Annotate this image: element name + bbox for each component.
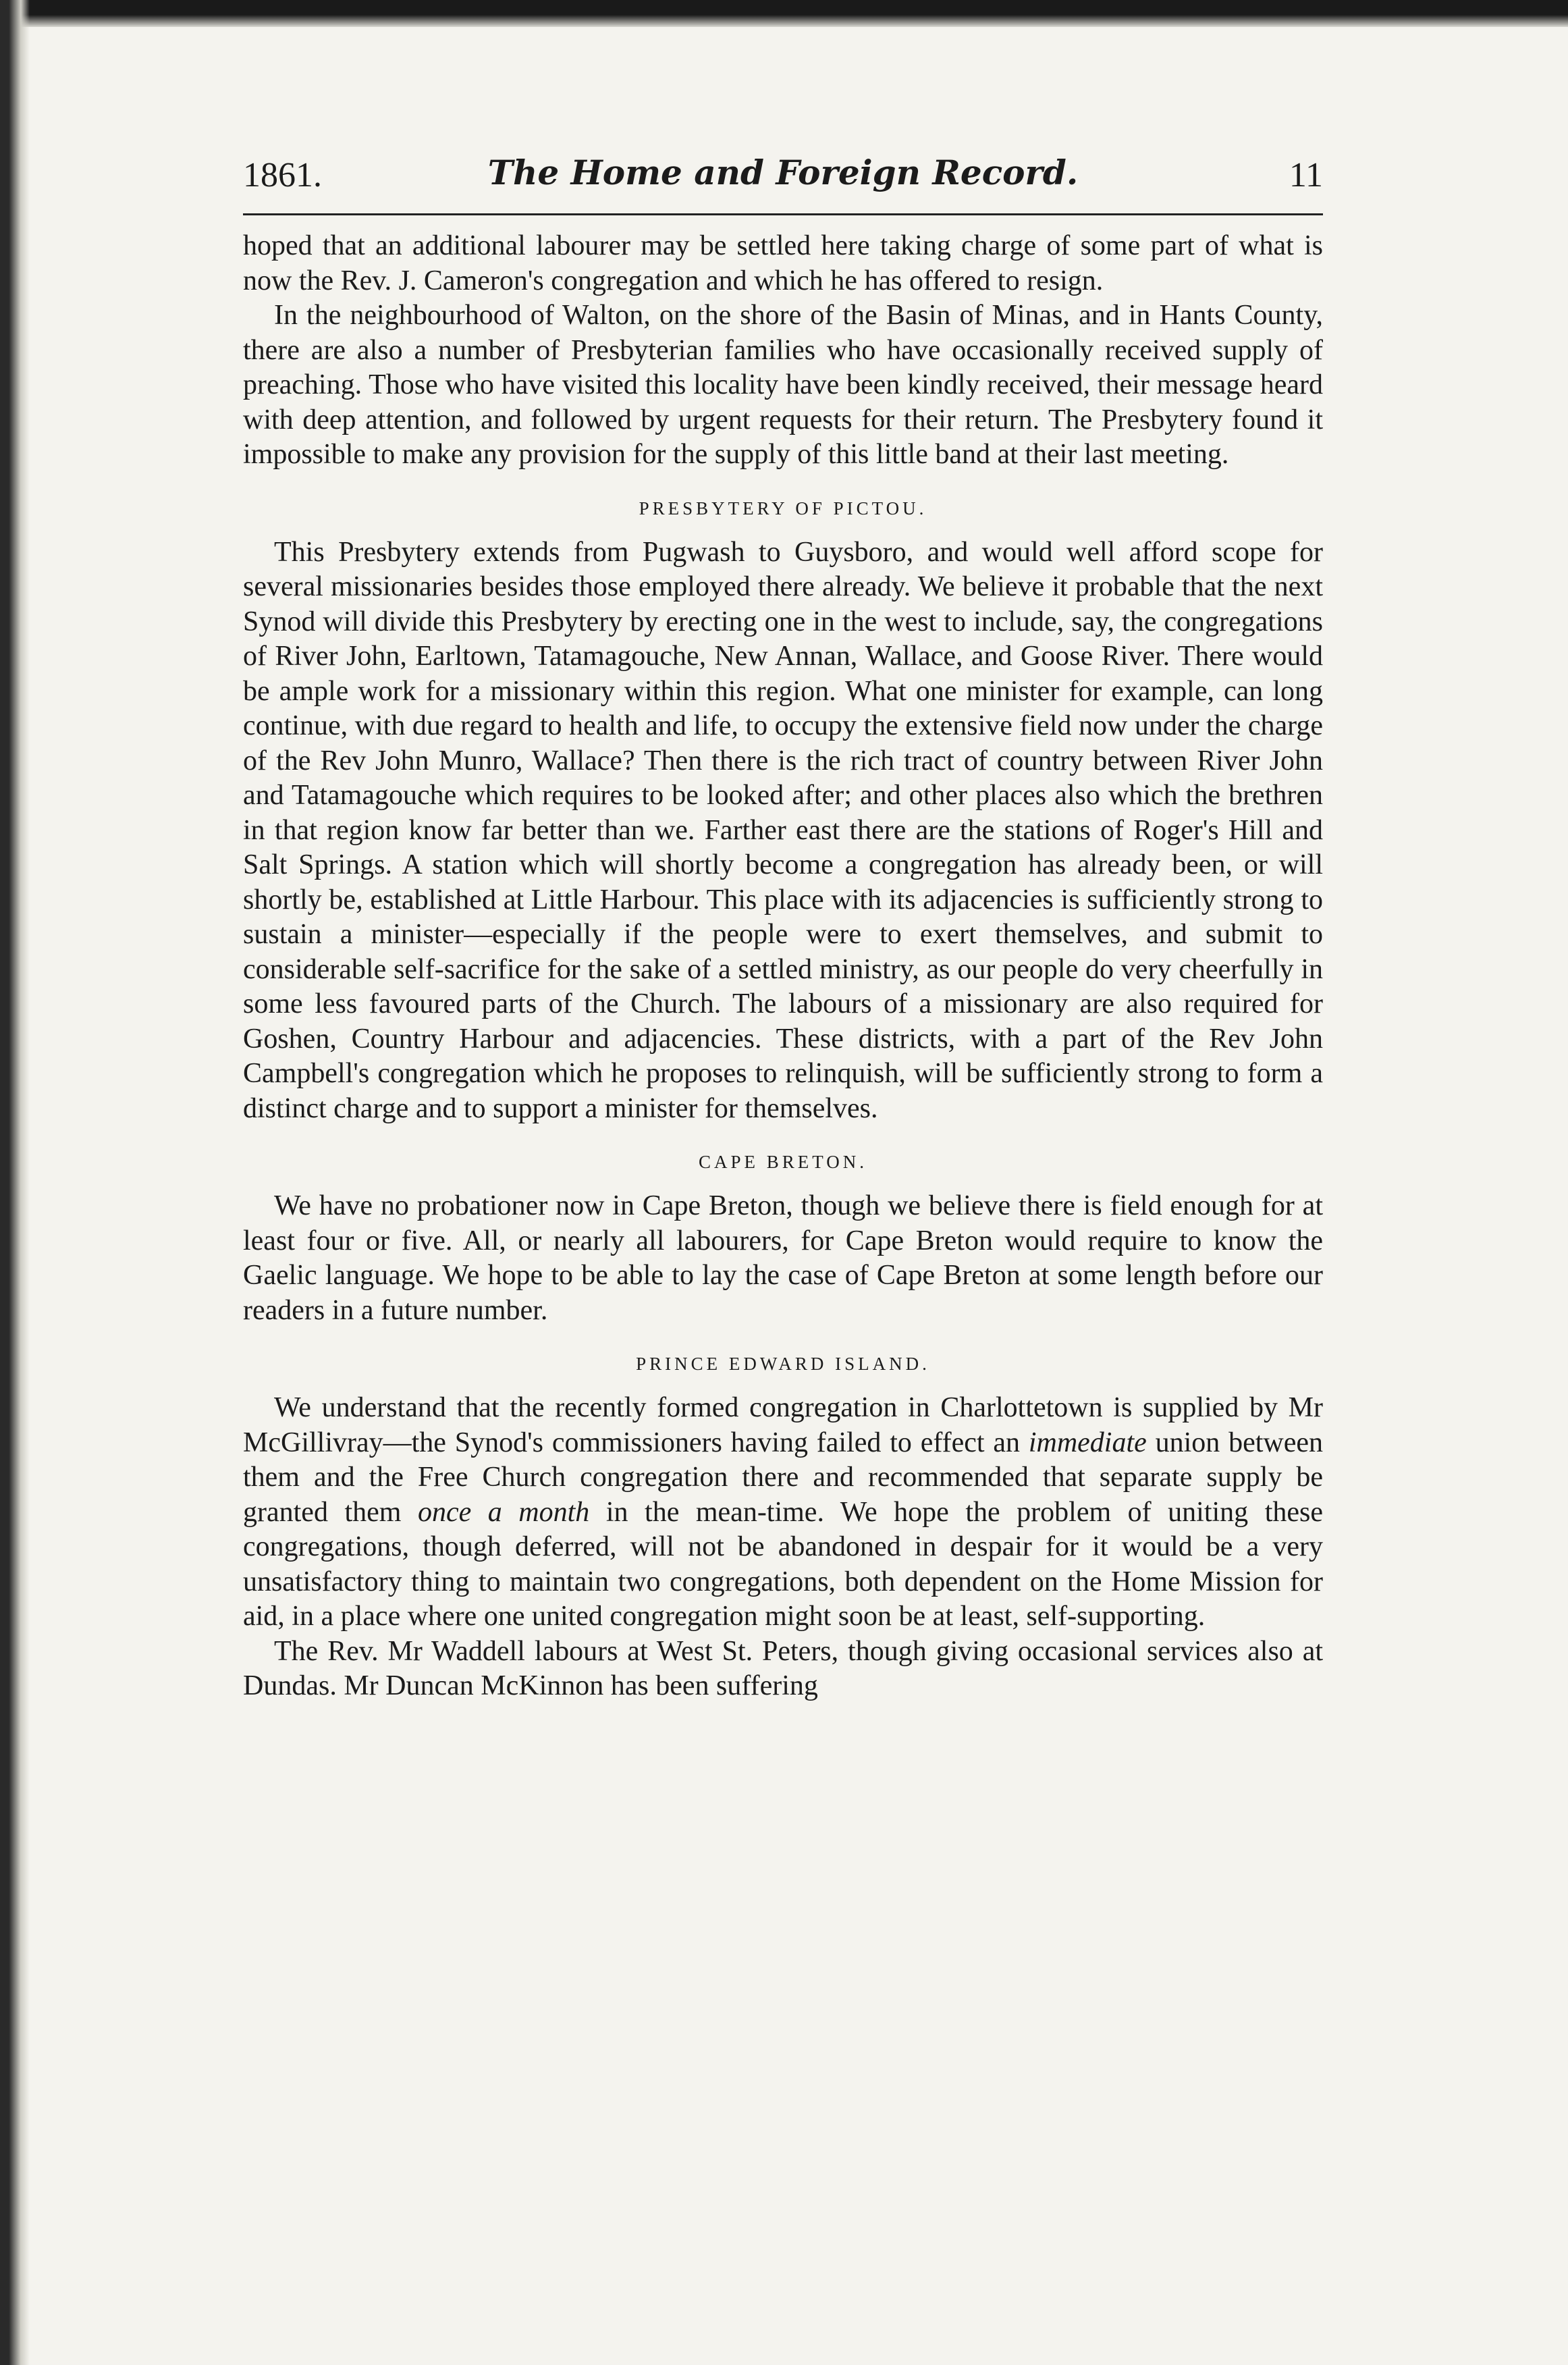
paragraph-pictou: This Presbytery extends from Pugwash to Guysboro, and would well afford scope for several missionaries besides those employed there already. We believe it probable that the next Synod will divide this Presbytery by erecting one in the west to include, say, the congregations of River John, Earltown, Tatamagouche, New Annan, Wallace, and Goose River. There would be ample work for a missionary within this region. What one minister for example, can long continue, with due regard to health and life, to occupy the extensive field now under the charge of the Rev John Munro, Wallace? Then there is the rich tract of country between River John and Tatamagouche which requires to be looked after; and other places also which the brethren in that region know far better than we. Farther east there are the stations of Roger's Hill and Salt Springs. A station which will shortly become a congregation has already been, or will shortly be, established at Little Harbour. This place with its adjacencies is sufficiently strong to sustain a minister—especially if the people were to exert themselves, and submit to considerable self-sacrifice for the sake of a settled ministry, as our people do very cheerfully in some less favoured parts of the Church. The labours of a missionary are also required for Goshen, Country Harbour and adjacencies. These districts, with a part of the Rev John Campbell's congregation which he proposes to relinquish, will be sufficiently strong to form a distinct charge and to support a minister for themselves. [243, 536, 1323, 1124]
section-heading-cape-breton: CAPE BRETON. [698, 1152, 868, 1172]
header-year: 1861. [243, 156, 322, 194]
header-rule [243, 213, 1323, 215]
pei-emphasis-immediate: immediate [1028, 1427, 1147, 1458]
pei-text-part: in the mean-time. We hope the problem of uniting these congregations, though deferred, will not be abandoned in despair for it would be a very unsatisfactory thing to maintain two congregations, both dependent on the Home Mission for aid, in a place where one united congregation might soon be at least, self-supporting. [243, 1496, 1323, 1632]
section-heading-pictou: PRESBYTERY OF PICTOU. [639, 498, 927, 519]
paragraph-waddell: The Rev. Mr Waddell labours at West St. Peters, though giving occasional services also at Dundas. Mr Duncan McKinnon has been suffering [243, 1635, 1323, 1701]
running-header [243, 155, 1323, 209]
scan-top-edge [0, 0, 1568, 27]
scan-left-edge [0, 0, 30, 2365]
pei-text-part: union between them and the Free Church congregation there and recommended that separate supply be granted them [243, 1427, 1324, 1528]
section-heading-pei: PRINCE EDWARD ISLAND. [636, 1354, 930, 1374]
pei-text-part: We understand that the recently formed congregation in Charlottetown is supplied by Mr McGillivray—the Synod's commissioners having failed to effect an [243, 1392, 1323, 1458]
document-page [243, 155, 1323, 1704]
paragraph-pei [243, 1391, 1323, 1635]
journal-title: The Home and Foreign Record. [487, 153, 1079, 192]
page-number: 11 [1289, 156, 1323, 194]
pei-emphasis-once-a-month: once a month [417, 1496, 590, 1528]
paragraph-cape-breton: We have no probationer now in Cape Breton, though we believe there is field enough for at least four or five. All, or nearly all labourers, for Cape Breton would require to know the Gaelic language. We hope to be able to lay the case of Cape Breton at some length before our readers in a future number. [243, 1190, 1323, 1326]
paragraph-walton: In the neighbourhood of Walton, on the shore of the Basin of Minas, and in Hants County, there are also a number of Presbyterian families who have occasionally received supply of preaching. Those who have visited this locality have been kindly received, their message heard with deep attention, and followed by urgent requests for their return. The Presbytery found it impossible to make any provision for the supply of this little band at their last meeting. [243, 300, 1323, 470]
paragraph-continuation: hoped that an additional labourer may be settled here taking charge of some part of what is now the Rev. J. Cameron's congregation and which he has offered to resign. [243, 230, 1323, 296]
